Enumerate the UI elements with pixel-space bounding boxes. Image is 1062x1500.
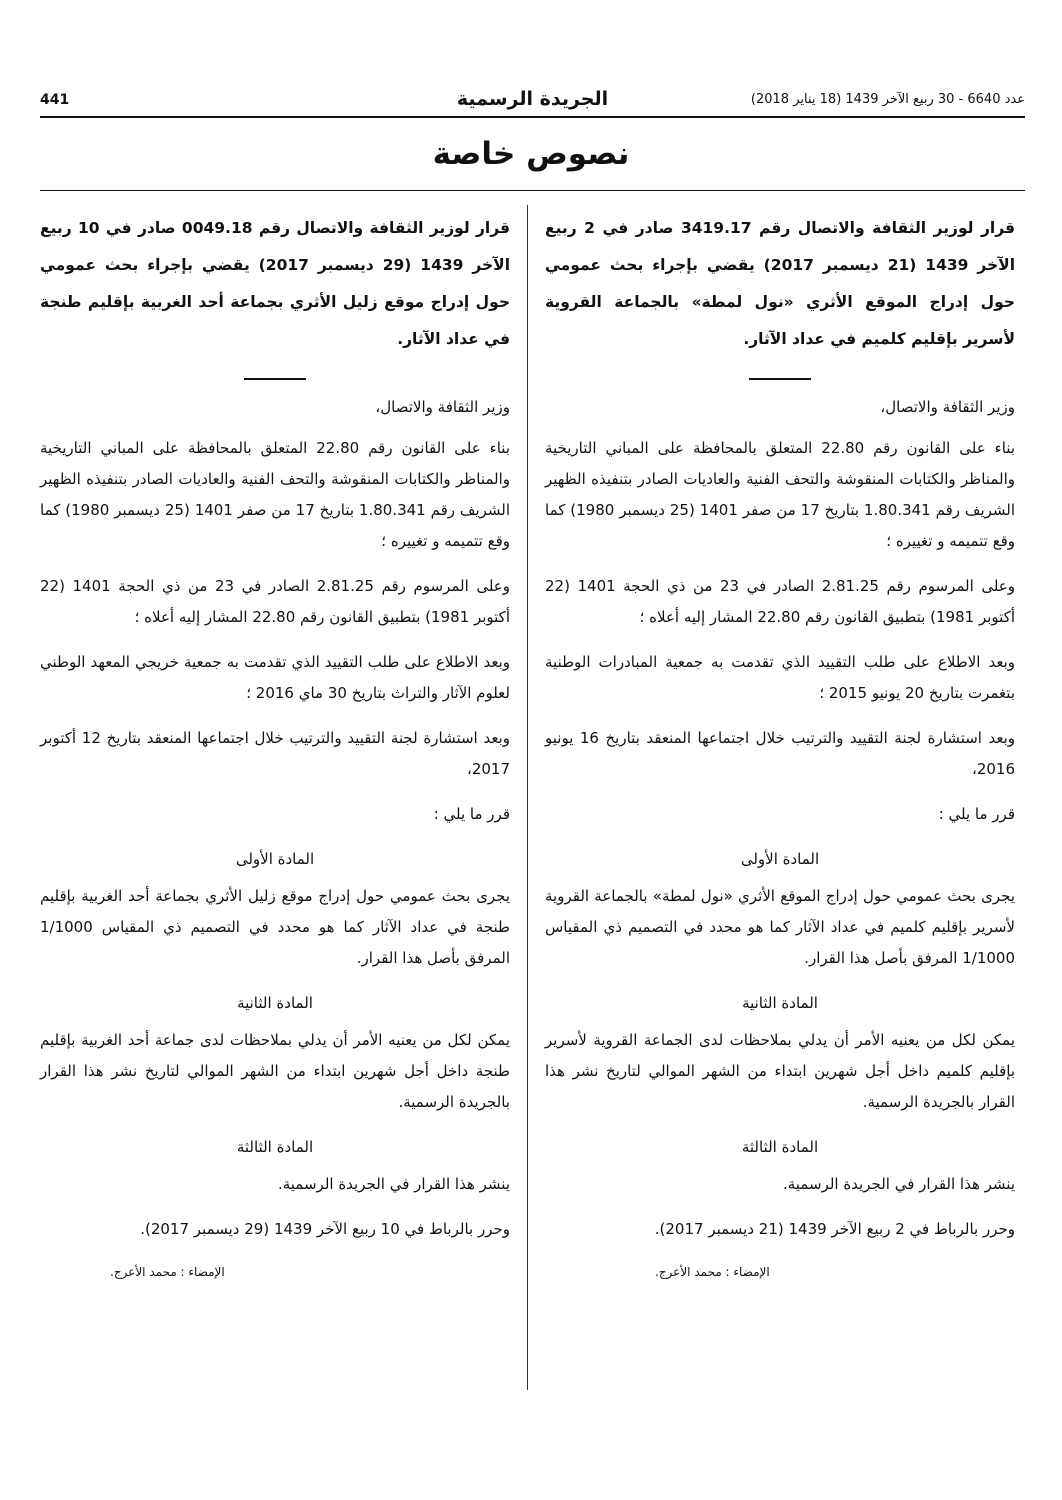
preamble-paragraph: وبعد استشارة لجنة التقييد والترتيب خلال اجتماعها المنعقد بتاريخ 12 أكتوبر 2017، bbox=[40, 729, 510, 778]
preamble-paragraph: بناء على القانون رقم 22.80 المتعلق بالمحافظة على المباني التاريخية والمناظر والكتابات المنقوشة والتحف الفنية والعاديات الصادر بتنفيذه الظهير الشريف رقم 1.80.341 بتاريخ 17 من صفر 1401 (25 ديسمبر 1980) كما وقع تتميمه و تغييره ؛ bbox=[545, 439, 1016, 550]
preamble-paragraph: وعلى المرسوم رقم 2.81.25 الصادر في 23 من ذي الحجة 1401 (22 أكتوبر 1981) بتطبيق القانون رقم 22.80 المشار إليه أعلاه ؛ bbox=[545, 577, 1015, 626]
article-text: يجرى بحث عمومي حول إدراج الموقع الأثري «نول لمطة» بالجماعة القروية لأسرير بإقليم كلميم في عداد الآثار كما هو محدد في التصميم ذي المقياس 1/1000 المرفق بأصل هذا القرار. bbox=[545, 887, 1015, 967]
article-heading: المادة الثانية bbox=[742, 994, 818, 1012]
decree-column-2 bbox=[40, 210, 510, 1281]
section-title: نصوص خاصة bbox=[432, 136, 630, 172]
preamble-paragraph: بناء على القانون رقم 22.80 المتعلق بالمحافظة على المباني التاريخية والمناظر والكتابات المنقوشة والتحف الفنية والعاديات الصادر بتنفيذه الظهير الشريف رقم 1.80.341 بتاريخ 17 من صفر 1401 (25 ديسمبر 1980) كما وقع تتميمه و تغييره ؛ bbox=[40, 439, 511, 550]
article-heading: المادة الثانية bbox=[237, 994, 313, 1012]
minister-line: وزير الثقافة والاتصال، bbox=[880, 398, 1015, 416]
page-number: 441 bbox=[40, 92, 70, 108]
journal-name: الجريدة الرسمية bbox=[456, 88, 609, 110]
short-divider bbox=[749, 378, 811, 380]
closing-line: وحرر بالرباط في 2 ربيع الآخر 1439 (21 ديسمبر 2017). bbox=[654, 1220, 1015, 1238]
decided-line: قرر ما يلي : bbox=[938, 805, 1015, 823]
article-text: يمكن لكل من يعنيه الأمر أن يدلي بملاحظات لدى الجماعة القروية لأسرير بإقليم كلميم داخل أجل شهرين ابتداء من الشهر الموالي لتاريخ نشر هذا القرار بالجريدة الرسمية. bbox=[545, 1031, 1015, 1111]
article-text: يمكن لكل من يعنيه الأمر أن يدلي بملاحظات لدى جماعة أحد الغربية بإقليم طنجة داخل أجل شهرين ابتداء من الشهر الموالي لتاريخ نشر هذا القرار بالجريدة الرسمية. bbox=[40, 1031, 510, 1111]
issue-info: عدد 6640 - 30 ربيع الآخر 1439 (18 يناير 2018) bbox=[750, 92, 1025, 107]
signature: الإمضاء : محمد الأعرج. bbox=[110, 1265, 225, 1279]
preamble-paragraph: وعلى المرسوم رقم 2.81.25 الصادر في 23 من ذي الحجة 1401 (22 أكتوبر 1981) بتطبيق القانون رقم 22.80 المشار إليه أعلاه ؛ bbox=[40, 577, 510, 626]
preamble-paragraph: وبعد الاطلاع على طلب التقييد الذي تقدمت به جمعية المبادرات الوطنية بتغمرت بتاريخ 20 يونيو 2015 ؛ bbox=[545, 653, 1015, 702]
article-text: يجرى بحث عمومي حول إدراج موقع زليل الأثري بجماعة أحد الغربية بإقليم طنجة في عداد الآثار كما هو محدد في التصميم ذي المقياس 1/1000 المرفق بأصل هذا القرار. bbox=[40, 887, 510, 967]
title-divider bbox=[40, 190, 1025, 191]
article-heading: المادة الأولى bbox=[235, 850, 315, 868]
preamble-paragraph: وبعد الاطلاع على طلب التقييد الذي تقدمت به جمعية خريجي المعهد الوطني لعلوم الآثار والتراث بتاريخ 30 ماي 2016 ؛ bbox=[40, 653, 510, 702]
decree-title: قرار لوزير الثقافة والاتصال رقم 0049.18 صادر في 10 ربيع الآخر 1439 (29 ديسمبر 2017) يقضي بإجراء بحث عمومي حول إدراج موقع زليل الأثري بجماعة أحد الغربية بإقليم طنجة في عداد الآثار. bbox=[40, 219, 511, 348]
article-text: ينشر هذا القرار في الجريدة الرسمية. bbox=[782, 1175, 1015, 1193]
decided-line: قرر ما يلي : bbox=[433, 805, 510, 823]
short-divider bbox=[244, 378, 306, 380]
article-heading: المادة الثالثة bbox=[236, 1138, 314, 1156]
decree-title: قرار لوزير الثقافة والاتصال رقم 3419.17 صادر في 2 ربيع الآخر 1439 (21 ديسمبر 2017) يقضي بإجراء بحث عمومي حول إدراج الموقع الأثري «نول لمطة» بالجماعة القروية لأسرير بإقليم كلميم في عداد الآثار. bbox=[545, 219, 1016, 348]
article-text: ينشر هذا القرار في الجريدة الرسمية. bbox=[277, 1175, 510, 1193]
column-divider bbox=[527, 205, 528, 1390]
signature: الإمضاء : محمد الأعرج. bbox=[655, 1265, 770, 1279]
decree-column-1 bbox=[545, 210, 1015, 1281]
article-heading: المادة الثالثة bbox=[741, 1138, 819, 1156]
minister-line: وزير الثقافة والاتصال، bbox=[375, 398, 510, 416]
preamble-paragraph: وبعد استشارة لجنة التقييد والترتيب خلال اجتماعها المنعقد بتاريخ 16 يونيو 2016، bbox=[545, 729, 1015, 778]
article-heading: المادة الأولى bbox=[740, 850, 820, 868]
running-header bbox=[40, 88, 1025, 118]
closing-line: وحرر بالرباط في 10 ربيع الآخر 1439 (29 ديسمبر 2017). bbox=[140, 1220, 510, 1238]
